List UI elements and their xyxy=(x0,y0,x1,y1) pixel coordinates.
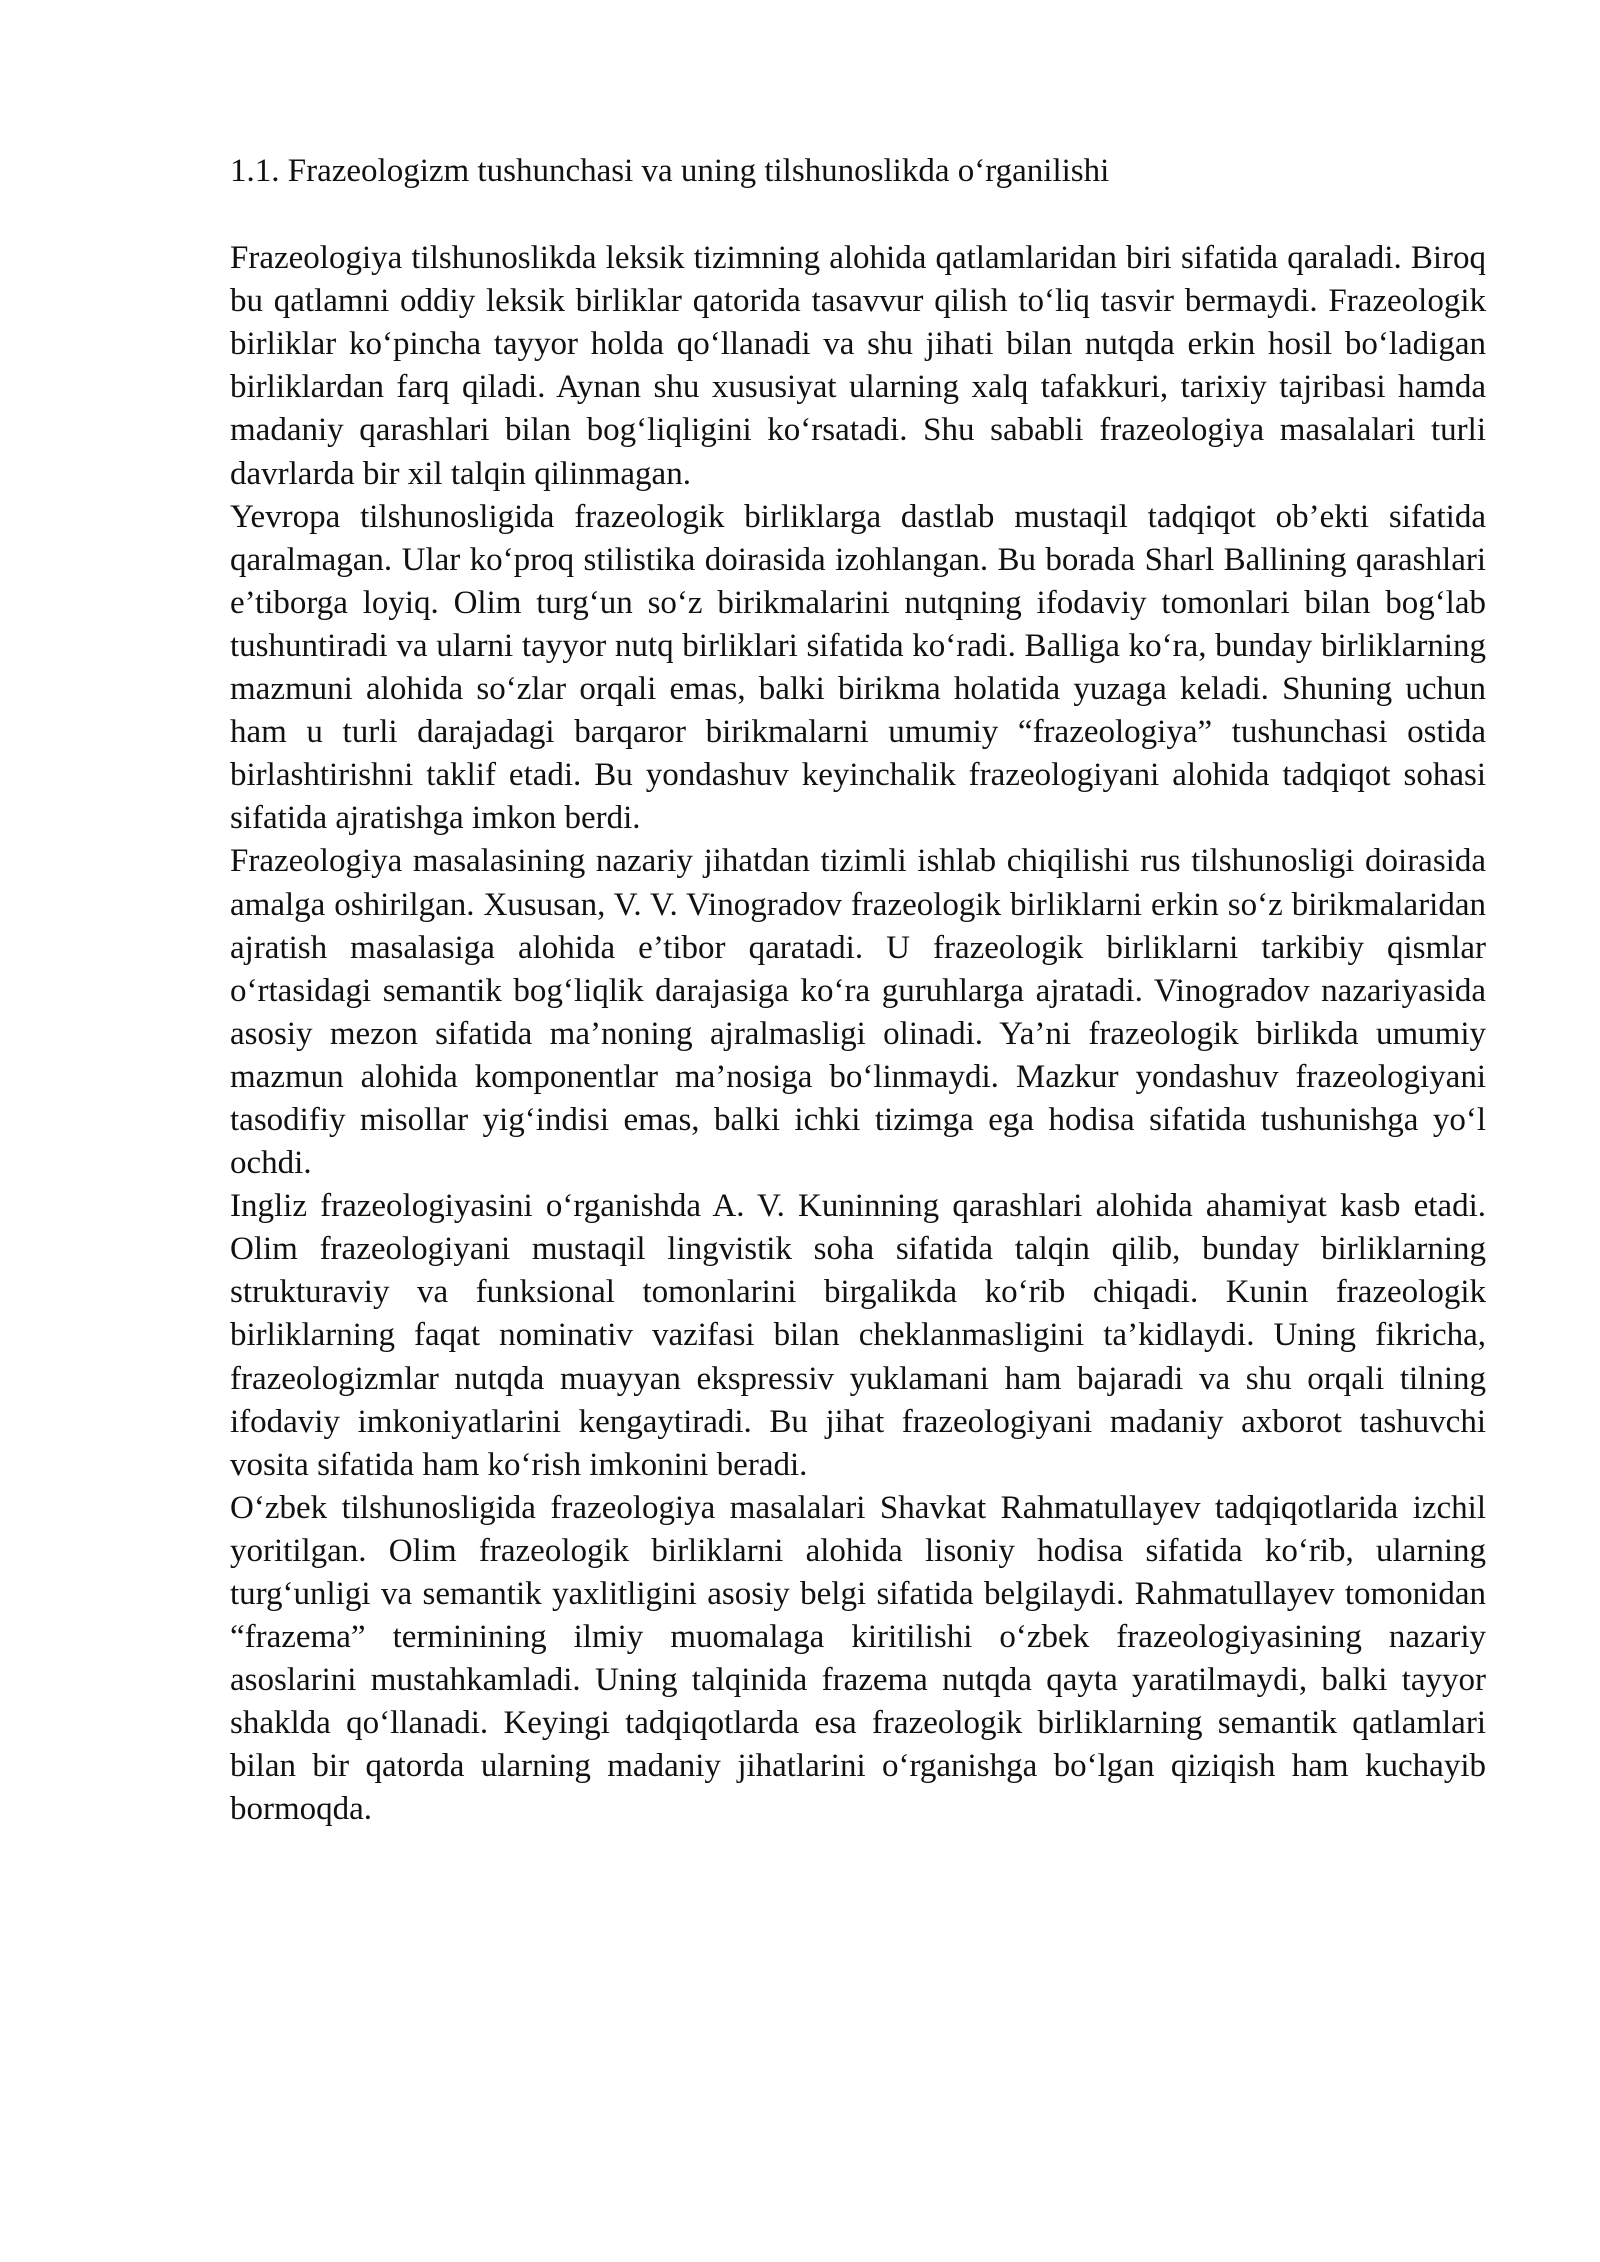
paragraph-european-linguistics: Yevropa tilshunosligida frazeologik birliklarga dastlab mustaqil tadqiqot ob’ekti sifatida qaralmagan. Ular ko‘proq stilistika doirasida izohlangan. Bu borada Sharl Ballining qarashlari e’tiborga loyiq. Olim turg‘un so‘z birikmalarini nutqning ifodaviy tomonlari bilan bog‘lab tushuntiradi va ularni tayyor nutq birliklari sifatida ko‘radi. Balliga ko‘ra, bunday birliklarning mazmuni alohida so‘zlar orqali emas, balki birikma holatida yuzaga keladi. Shuning uchun ham u turli darajadagi barqaror birikmalarni umumiy “frazeologiya” tushunchasi ostida birlashtirishni taklif etadi. Bu yondashuv keyinchalik frazeologiyani alohida tadqiqot sohasi sifatida ajratishga imkon berdi. xyxy=(230,498,1486,837)
paragraph-russian-linguistics: Frazeologiya masalasining nazariy jihatdan tizimli ishlab chiqilishi rus tilshunosligi doirasida amalga oshirilgan. Xususan, V. V. Vinogradov frazeologik birliklarni erkin so‘z birikmalaridan ajratish masalasiga alohida e’tibor qaratadi. U frazeologik birliklarni tarkibiy qismlar o‘rtasidagi semantik bog‘liqlik darajasiga ko‘ra guruhlarga ajratadi. Vinogradov nazariyasida asosiy mezon sifatida ma’noning ajralmasligi olinadi. Ya’ni frazeologik birlikda umumiy mazmun alohida komponentlar ma’nosiga bo‘linmaydi. Mazkur yondashuv frazeologiyani tasodifiy misollar yig‘indisi emas, balki ichki tizimga ega hodisa sifatida tushunishga yo‘l ochdi. xyxy=(230,843,1486,1182)
section-heading: 1.1. Frazeologizm tushunchasi va uning tilshunoslikda o‘rganilishi xyxy=(230,153,1110,189)
paragraph-phraseology-overview: Frazeologiya tilshunoslikda leksik tizimning alohida qatlamlaridan biri sifatida qaraladi. Biroq bu qatlamni oddiy leksik birliklar qatorida tasavvur qilish to‘liq tasvir bermaydi. Frazeologik birliklar ko‘pincha tayyor holda qo‘llanadi va shu jihati bilan nutqda erkin hosil bo‘ladigan birliklardan farq qiladi. Aynan shu xususiyat ularning xalq tafakkuri, tarixiy tajribasi hamda madaniy qarashlari bilan bog‘liqligini ko‘rsatadi. Shu sababli frazeologiya masalalari turli davrlarda bir xil talqin qilinmagan. xyxy=(230,240,1486,492)
paragraph-english-phraseology: Ingliz frazeologiyasini o‘rganishda A. V. Kuninning qarashlari alohida ahamiyat kasb etadi. Olim frazeologiyani mustaqil lingvistik soha sifatida talqin qilib, bunday birliklarning strukturaviy va funksional tomonlarini birgalikda ko‘rib chiqadi. Kunin frazeologik birliklarning faqat nominativ vazifasi bilan cheklanmasligini ta’kidlaydi. Uning fikricha, frazeologizmlar nutqda muayyan ekspressiv yuklamani ham bajaradi va shu orqali tilning ifodaviy imkoniyatlarini kengaytiradi. Bu jihat frazeologiyani madaniy axborot tashuvchi vosita sifatida ham ko‘rish imkonini beradi. xyxy=(230,1188,1486,1483)
paragraph-uzbek-linguistics: O‘zbek tilshunosligida frazeologiya masalalari Shavkat Rahmatullayev tadqiqotlarida izchil yoritilgan. Olim frazeologik birliklarni alohida lisoniy hodisa sifatida ko‘rib, ularning turg‘unligi va semantik yaxlitligini asosiy belgi sifatida belgilaydi. Rahmatullayev tomonidan “frazema” terminining ilmiy muomalaga kiritilishi o‘zbek frazeologiyasining nazariy asoslarini mustahkamladi. Uning talqinida frazema nutqda qayta yaratilmaydi, balki tayyor shaklda qo‘llanadi. Keyingi tadqiqotlarda esa frazeologik birliklarning semantik qatlamlari bilan bir qatorda ularning madaniy jihatlarini o‘rganishga bo‘lgan qiziqish ham kuchayib bormoqda. xyxy=(230,1489,1486,1828)
document-body xyxy=(230,150,1486,1832)
